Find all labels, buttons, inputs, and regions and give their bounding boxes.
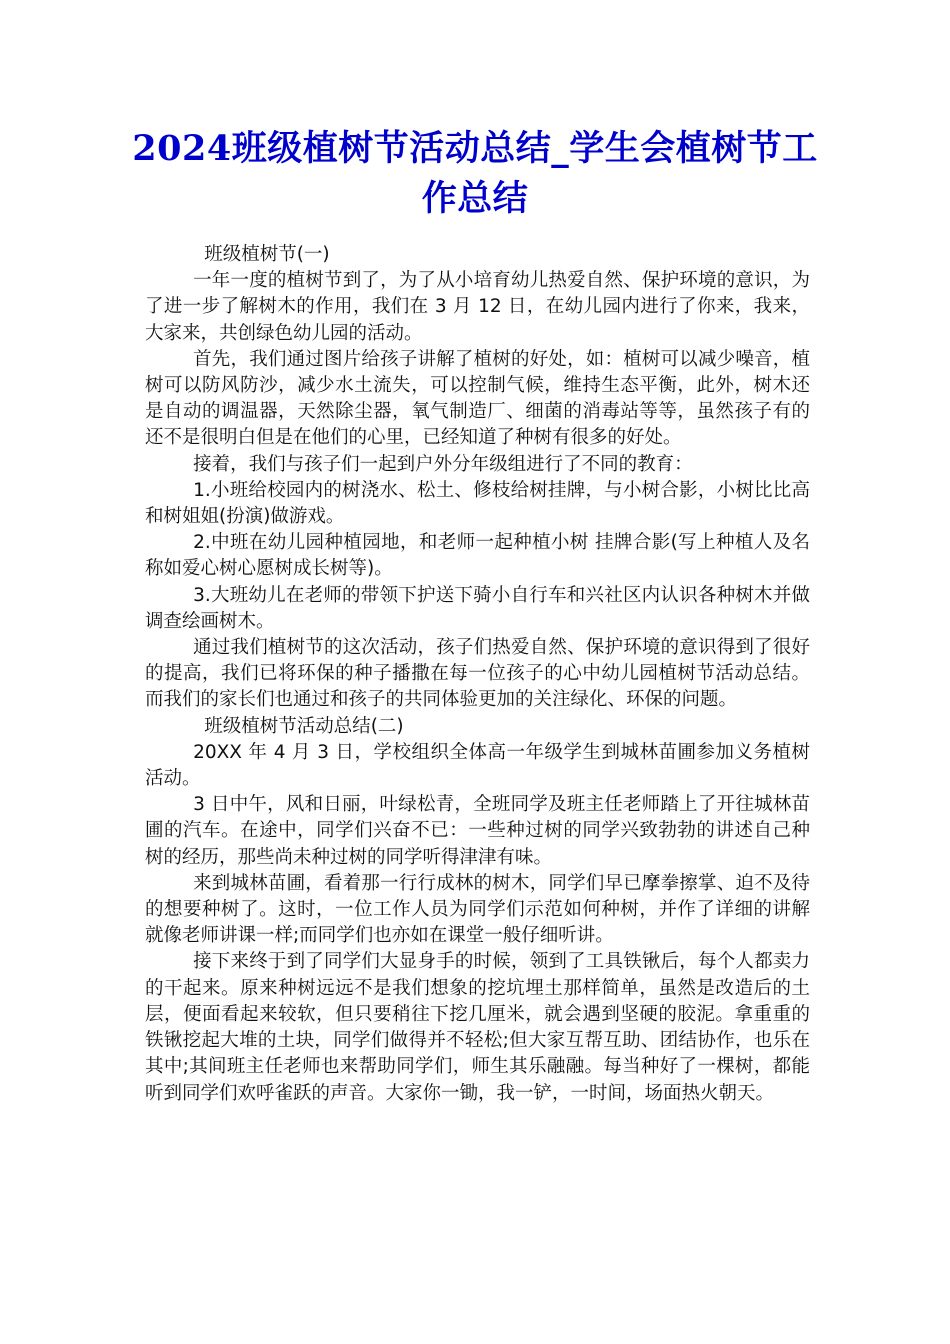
paragraph: 20XX 年 4 月 3 日，学校组织全体高一年级学生到城林苗圃参加义务植树活动。 bbox=[145, 741, 810, 790]
paragraph: 接下来终于到了同学们大显身手的时候，领到了工具铁锹后，每个人都卖力的干起来。原来种树远远不是我们想象的挖坑埋土那样简单，虽然是改造后的土层，便面看起来较软，但只要稍往下挖几厘米，就会遇到坚硬的胶泥。拿重重的铁锹挖起大堆的土块，同学们做得并不轻松;但大家互帮互助、团结协作，也乐在其中;其间班主任老师也来帮助同学们，师生其乐融融。每当种好了一棵树，都能听到同学们欢呼雀跃的声音。大家你一锄，我一铲，一时间，场面热火朝天。 bbox=[145, 951, 810, 1104]
section-heading: 班级植树节(一) bbox=[204, 244, 330, 265]
paragraph: 通过我们植树节的这次活动，孩子们热爱自然、保护环境的意识得到了很好的提高，我们已将环保的种子播撒在每一位孩子的心中幼儿园植树节活动总结。而我们的家长们也通过和孩子的共同体验更加的关注绿化、环保的问题。 bbox=[145, 637, 810, 711]
paragraph: 3 日中午，风和日丽，叶绿松青，全班同学及班主任老师踏上了开往城林苗圃的汽车。在途中，同学们兴奋不已：一些种过树的同学兴致勃勃的讲述自己种树的经历，那些尚未种过树的同学听得津津有味。 bbox=[145, 794, 810, 868]
list-item: 2.中班在幼儿园种植园地，和老师一起种植小树 挂牌合影(写上种植人及名称如爱心树心愿树成长树等)。 bbox=[145, 532, 810, 580]
document-title: 2024班级植树节活动总结_学生会植树节工作总结 bbox=[132, 128, 818, 219]
paragraph: 来到城林苗圃，看着那一行行成林的树木，同学们早已摩拳擦掌、迫不及待的想要种树了。这时，一位工作人员为同学们示范如何种树，并作了详细的讲解就像老师讲课一样;而同学们也亦如在课堂一般仔细听讲。 bbox=[145, 872, 810, 947]
paragraph: 接着，我们与孩子们一起到户外分年级组进行了不同的教育： bbox=[193, 453, 693, 475]
list-item: 1.小班给校园内的树浇水、松土、修枝给树挂牌，与小树合影，小树比比高和树姐姐(扮演)做游戏。 bbox=[145, 479, 810, 528]
list-item: 3.大班幼儿在老师的带领下护送下骑小自行车和兴社区内认识各种树木并做调查绘画树木。 bbox=[145, 584, 810, 632]
document-body bbox=[145, 242, 810, 1107]
section-heading: 班级植树节活动总结(二) bbox=[204, 715, 404, 737]
paragraph: 首先，我们通过图片给孩子讲解了植树的好处，如：植树可以减少噪音，植树可以防风防沙，减少水土流失，可以控制气候，维持生态平衡，此外，树木还是自动的调温器，天然除尘器，氧气制造厂、细菌的消毒站等等，虽然孩子有的还不是很明白但是在他们的心里，已经知道了种树有很多的好处。 bbox=[145, 348, 810, 449]
paragraph: 一年一度的植树节到了，为了从小培育幼儿热爱自然、保护环境的意识，为了进一步了解树木的作用，我们在 3 月 12 日，在幼儿园内进行了你来，我来，大家来，共创绿色幼儿园的活动。 bbox=[145, 270, 810, 344]
